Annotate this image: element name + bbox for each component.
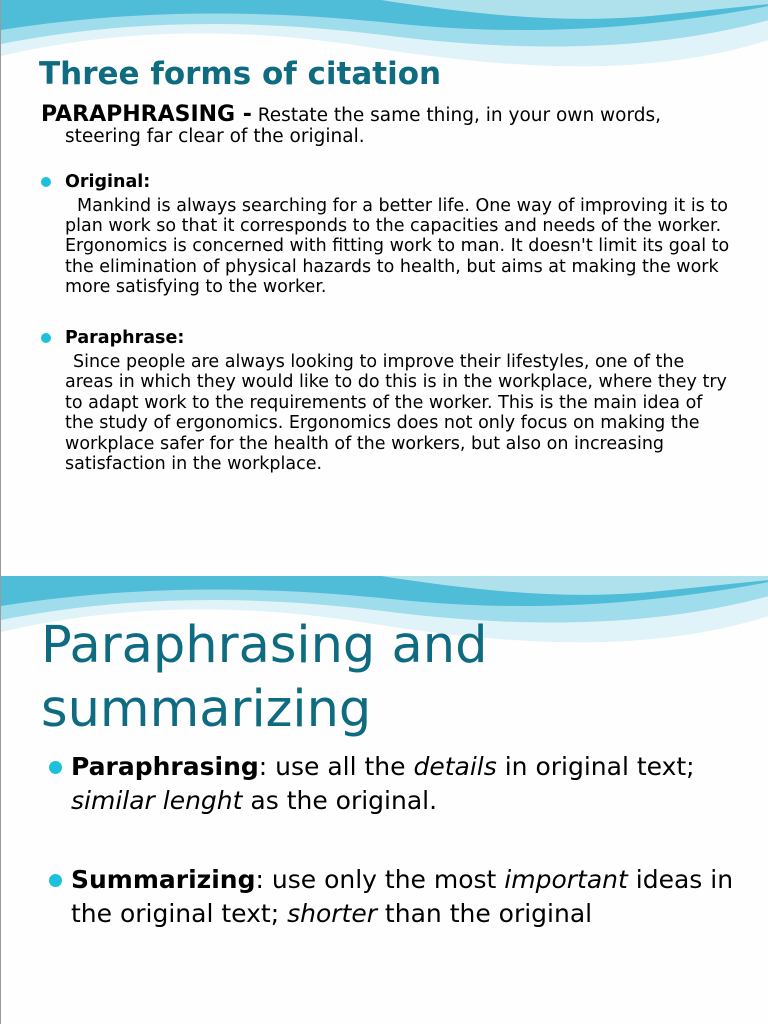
paraphrasing-definition (41, 104, 731, 147)
slide-2 (0, 576, 768, 1024)
paraphrasing-definition-text: Restate the same thing, in your own words, steering far clear of the original. (65, 105, 662, 147)
bullet-dot-icon (41, 333, 51, 343)
summarizing-bullet (49, 863, 749, 931)
paraphrase-text (41, 352, 731, 474)
bullet-emphasis: important (504, 865, 628, 894)
bullet-emphasis: similar lenght (71, 786, 243, 815)
paraphrasing-bullet (49, 750, 749, 818)
bullet-text: : use all the (258, 752, 414, 781)
bullet-text: : use only the most (255, 865, 505, 894)
paraphrase-label: Paraphrase: (65, 327, 185, 348)
bullet-emphasis: shorter (287, 899, 377, 928)
bullet-text: in original text; (496, 752, 695, 781)
slide-title: Three forms of citation (39, 56, 442, 92)
bullet-dot-icon (41, 177, 51, 187)
slide-title (41, 614, 487, 742)
original-bullet (41, 172, 731, 193)
paraphrasing-term: PARAPHRASING - (41, 102, 252, 127)
slide-title-line-2: summarizing (41, 680, 372, 739)
slide-body (49, 750, 749, 931)
bullet-dot-icon (49, 874, 62, 887)
slide-body (41, 104, 731, 474)
original-label: Original: (65, 172, 151, 192)
paraphrase-bullet (41, 328, 731, 349)
bullet-text: than the original (376, 899, 593, 928)
bullet-term: Paraphrasing (71, 752, 259, 781)
slide-title-line-1: Paraphrasing and (41, 616, 488, 675)
bullet-text: ideas in the original text; (71, 865, 734, 928)
original-text (41, 196, 731, 298)
bullet-term: Summarizing (71, 865, 256, 894)
bullet-emphasis: details (413, 752, 497, 781)
paraphrase-text-content: Since people are always looking to improve their lifestyles, one of the areas in which they would like to do this is in the workplace, where they try to adapt work to the requirements of the worker. This is the main idea of the study of ergonomics. Ergonomics does not only focus on making the workplace safer for the health of the workers, but also on increasing satisfaction in the workplace. (65, 352, 727, 475)
original-text-content: Mankind is always searching for a better life. One way of improving it is to plan work so that it corresponds to the capacities and needs of the worker. Ergonomics is concerned with fitting work to man. It doesn't limit its goal to the elimination of physical hazards to health, but aims at making the work more satisfying to the worker. (65, 195, 730, 298)
bullet-text: as the original. (242, 786, 438, 815)
bullet-dot-icon (49, 761, 62, 774)
